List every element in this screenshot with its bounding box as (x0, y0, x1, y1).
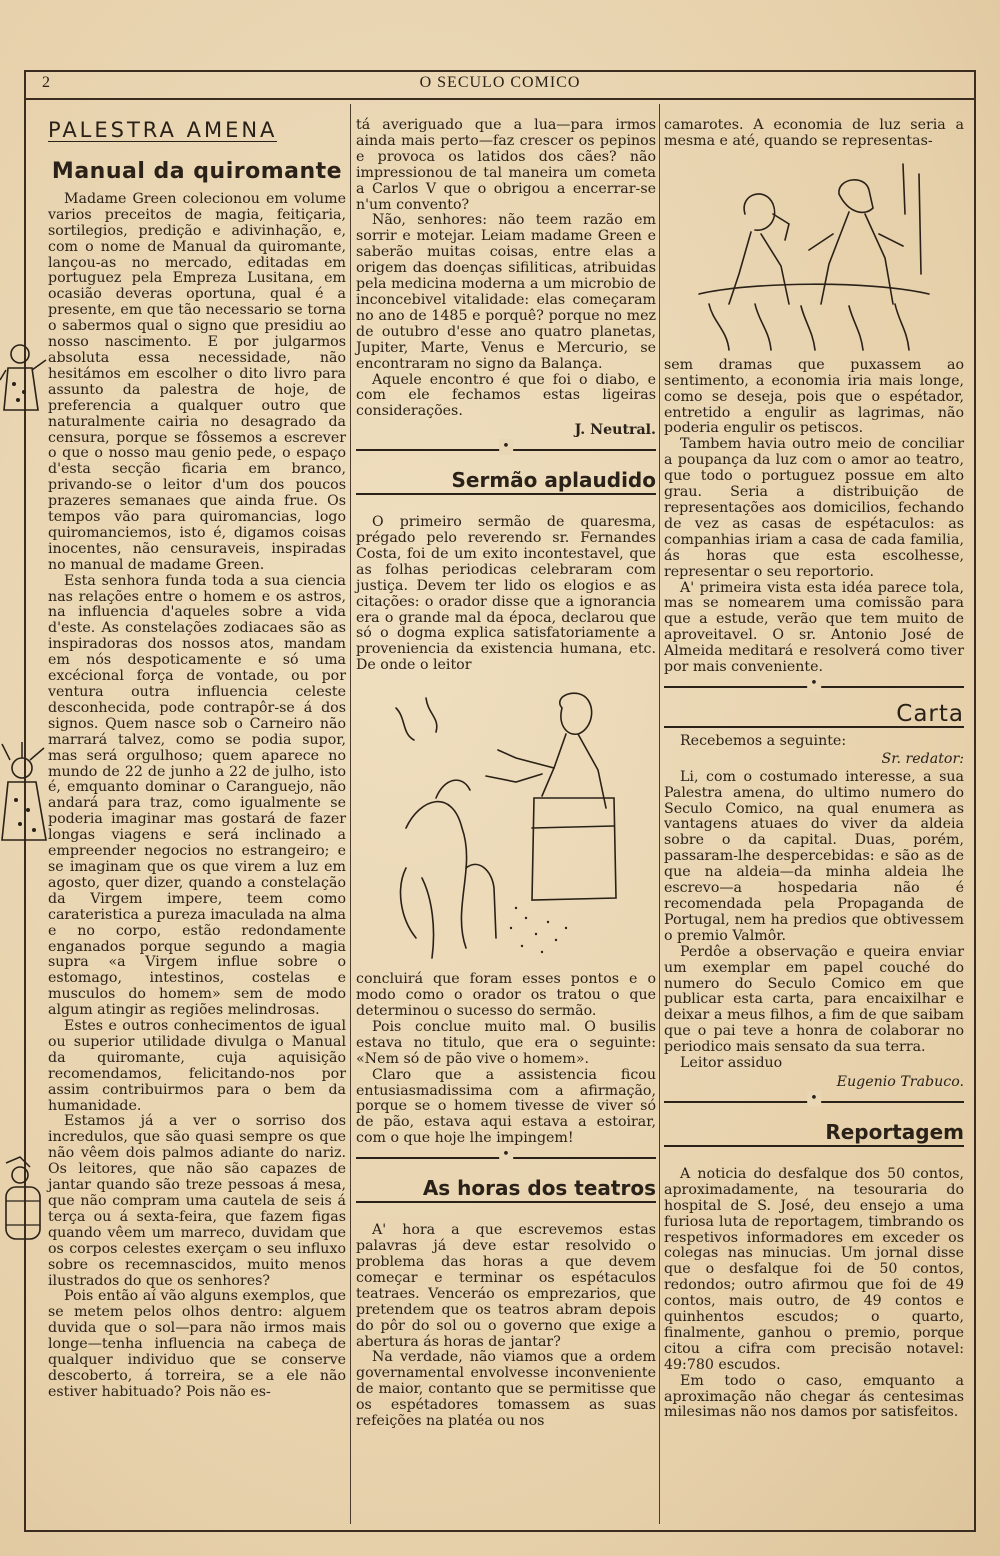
paragraph: Pois conclue muito mal. O busilis estava no titulo, que era o seguinte: «Nem só de pão vive o homem». (356, 1018, 656, 1067)
signature: J. Neutral. (574, 422, 656, 439)
paragraph: Tambem havia outro meio de conciliar a poupança da luz com o amor ao teatro, que todo o portuguez possue em alto grau. Seria a distribuição de representações aos domicilios, fechando de vez as casas de espétaculos: as companhias iriam a casa de cada familia, ás horas que esta escolhesse, representar o seu reportorio. (664, 436, 964, 580)
paragraph: Não, senhores: não teem razão em sorrir e motejar. Leiam madame Green e saberão muitas coisas, entre elas a origem das doenças sifiliticas, atribuidas pela medicina moderna a um microbio de inconcebivel vitalidade: elas começaram no ano de 1485 e porquê? porque no mez de outubro d'esse ano quatro planetas, Jupiter, Marte, Venus e Mercurio, se encontraram no signo da Balança. (356, 212, 656, 372)
theatre-illustration (689, 154, 939, 354)
paragraph: A' hora a que escrevemos estas palavras já deve estar resolvido o problema das horas a que devem começar e terminar os espétaculos teatraes. Venceráo os emprezarios, que pretendem que os teatros abram depois do pôr do sol ou o governo que exige a abertura ás horas de jantar? (356, 1222, 656, 1350)
closing: Leitor assiduo (680, 1055, 783, 1072)
separator (664, 682, 964, 692)
paragraph: O primeiro sermão de quaresma, prégado pelo reverendo sr. Fernandes Costa, foi de um exito incontestavel, que as folhas periodicas celebraram com justiça. Devem ter lido os elogios e as citações: o orador disse que a ignorancia era o grande mal da época, declarou que só o dogma explica satisfatoriamente a proveniencia da existencia humana, etc. De onde o leitor (356, 514, 656, 674)
paragraph: Na verdade, não viamos que a ordem governamental envolvesse inconveniente de maior, contanto que se permitisse que os espétadores tomassem as suas refeições na platéa ou nos (356, 1349, 656, 1430)
paragraph: A' primeira vista esta idéa parece tola, mas se nomearem uma comissão para que a estude, verão que tem muito de aproveitavel. O sr. Antonio José de Almeida meditará e resolverá como tiver por mais conveniente. (664, 579, 964, 676)
separator (664, 1097, 964, 1107)
column-1 (48, 118, 346, 1401)
paragraph: concluirá que foram esses pontos e o modo como o orador os tratou o que determinou o sucesso do sermão. (356, 971, 656, 1019)
section-title-teatros: As horas dos teatros (356, 1177, 656, 1203)
paragraph: Pois então aí vão alguns exemplos, que se metem pelos olhos dentro: alguem duvida que o sol—para não irmos mais longe—tenha influencia na cabeça de qualquer individuo que se conserve descoberto, á torreira, se a ele não estiver habituado? Pois não es- (48, 1288, 346, 1400)
paragraph: Esta senhora funda toda a sua ciencia nas relações entre o homem e os astros, na influencia d'aqueles sobre a vida d'este. As constelações zodiacaes são as inspiradoras dos nossos atos, mandam em nós despoticamente e só uma excécional força de vontade, ou por ventura outra influencia celeste desconhecida, pode contrapôr-se á dos signos. Quem nasce sob o Carneiro não marrará talvez, como se podia supor, mas será orgulhoso; quem aparece no mundo de 22 de junho a 22 de julho, isto é, emquanto dominar o Caranguejo, não andará para traz, como igualmente se poderia imaginar mas gostará de fazer longas viagens e será inclinado a empreender negocios no estrangeiro; e se imaginam que os que virem a luz em agosto, quer dizer, quando a constelação da Virgem impere, teem como carateristica a pureza imaculada na alma e no corpo, estão redondamente enganados porque segundo a magia supra «a Virgem influe sobre o estomago, intestinos, costelas e musculos do homem» sem de modo algum atingir as regiões melindrosas. (48, 572, 346, 1019)
column-3 (664, 118, 964, 1421)
separator (356, 445, 656, 455)
margin-figure-icon (0, 340, 48, 420)
paragraph: Em todo o caso, emquanto a aproximação não chegar ás centesimas milesimas não nos damos por satisfeitos. (664, 1372, 964, 1421)
paragraph: Recebemos a seguinte: (680, 732, 847, 749)
article-title: Manual da quiromante (51, 159, 343, 184)
section-title-reportagem: Reportagem (664, 1121, 964, 1147)
section-title-sermao: Sermão aplaudido (356, 469, 656, 495)
paragraph: Li, com o costumado interesse, a sua Palestra amena, do ultimo numero do Seculo Comico, na qual enumera as vantagens atuaes do viver da aldeia sobre o da capital. Duas, porém, passaram-lhe despercebidas: e são as de que na aldeia—da minha aldeia lhe escrevo—a hospedaria não é recomendada pela Propaganda de Portugal, nem ha predios que obtivessem o premio Valmôr. (664, 768, 964, 944)
paragraph: Estes e outros conhecimentos de igual ou superior utilidade divulga o Manual da quiromante, cuja aquisição recomendamos, felicitando-nos por assim contribuirmos para o bem da humanidade. (48, 1018, 346, 1114)
signature: Eugenio Trabuco. (836, 1073, 964, 1090)
page-number: 2 (42, 74, 50, 91)
paragraph: Estamos já a ver o sorriso dos incredulos, que são quasi sempre os que não vêem dois palmos adiante do nariz. Os leitores, que não são capazes de jantar quando são treze pessoas á mesa, que não compram uma cautela de seis á terça ou á sexta-feira, que fazem figas quando vêem um marreco, duvidam que os corpos celestes exerçam o seu influxo sobre os recemnascidos, muito menos ilustrados do que os senhores? (48, 1113, 346, 1289)
margin-barrel-icon (0, 1155, 52, 1245)
header-rule (24, 98, 976, 100)
paragraph: Perdôe a observação e queira enviar um exemplar em papel couché do numero do Seculo Comico em que publicar esta carta, para encaixilhar e deixar a meus filhos, a fim de que saibam que o pai teve a honra de colaborar no periodico mais sensato da sua terra. (664, 943, 964, 1056)
preacher-illustration (366, 678, 646, 968)
section-kicker: PALESTRA AMENA (48, 118, 278, 142)
column-divider (350, 104, 351, 1524)
separator (356, 1153, 656, 1163)
column-divider (659, 104, 660, 1524)
paragraph: tá averiguado que a lua—para irmos ainda mais perto—faz crescer os pepinos e provoca os latidos dos cães? não impressionou de tal maneira um cometa a Carlos V que o obrigou a encerrar-se n'um convento? (356, 117, 656, 213)
paragraph: Madame Green colecionou em volume varios preceitos de magia, feitiçaria, sortilegios, predição e adivinhação, e, com o nome de Manual da quiromante, lançou-as no mercado, editadas em portuguez pela Empreza Lusitana, em ocasião deveras oportuna, qual é a presente, em que tão necessario se torna o sabermos qual o signo que presidiu ao nosso nascimento. E por julgarmos absoluta essa necessidade, não hesitámos em escolher o dito livro para assunto da palestra de hoje, de preferencia a qualquer outro que naturalmente cairia no desagrado da censura, porque se fôssemos a escrever o que o nosso mau genio pede, o espaço d'esta secção ficaria em branco, privando-se o leitor d'um dos poucos prazeres semanaes que ainda frue. Os tempos vão para quiromancias, logo quiromanciemos, isto é, digamos coisas inocentes, não censuraveis, inspiradas no manual de madame Green. (48, 190, 346, 573)
section-title-carta: Carta (664, 702, 964, 728)
paragraph: sem dramas que puxassem ao sentimento, a economia iria mais longe, como se deseja, pois que o espétador, entretido a engulir as lagrimas, não poderia engulir os petiscos. (664, 356, 964, 437)
margin-witch-icon (0, 740, 52, 850)
paragraph: A noticia do desfalque dos 50 contos, aproximadamente, na tesouraria do hospital de S. José, deu ensejo a uma furiosa luta de reportagem, timbrando os respetivos informadores em exceder os colegas nas minucias. Um jornal disse que o desfalque foi de 50 contos, redondos; outro afirmou que foi de 49 contos, mais outro, de 49 contos e quinhentos escudos; o quarto, finalmente, ganhou o premio, porque citou a cifra com precisão notavel: 49:780 escudos. (664, 1165, 964, 1373)
paragraph: camarotes. A economia de luz seria a mesma e até, quando se representas- (664, 117, 964, 149)
paragraph: Aquele encontro é que foi o diabo, e com ele fechamos estas ligeiras considerações. (356, 371, 656, 420)
paragraph: Claro que a assistencia ficou entusiasmadissima com a afirmação, porque se o homem tivesse de viver só de pão, estava aqui estava a estoirar, com o que hoje lhe impingem! (356, 1066, 656, 1147)
column-2 (356, 118, 656, 1430)
masthead: O SECULO COMICO (419, 74, 581, 91)
salutation: Sr. redator: (881, 750, 964, 767)
